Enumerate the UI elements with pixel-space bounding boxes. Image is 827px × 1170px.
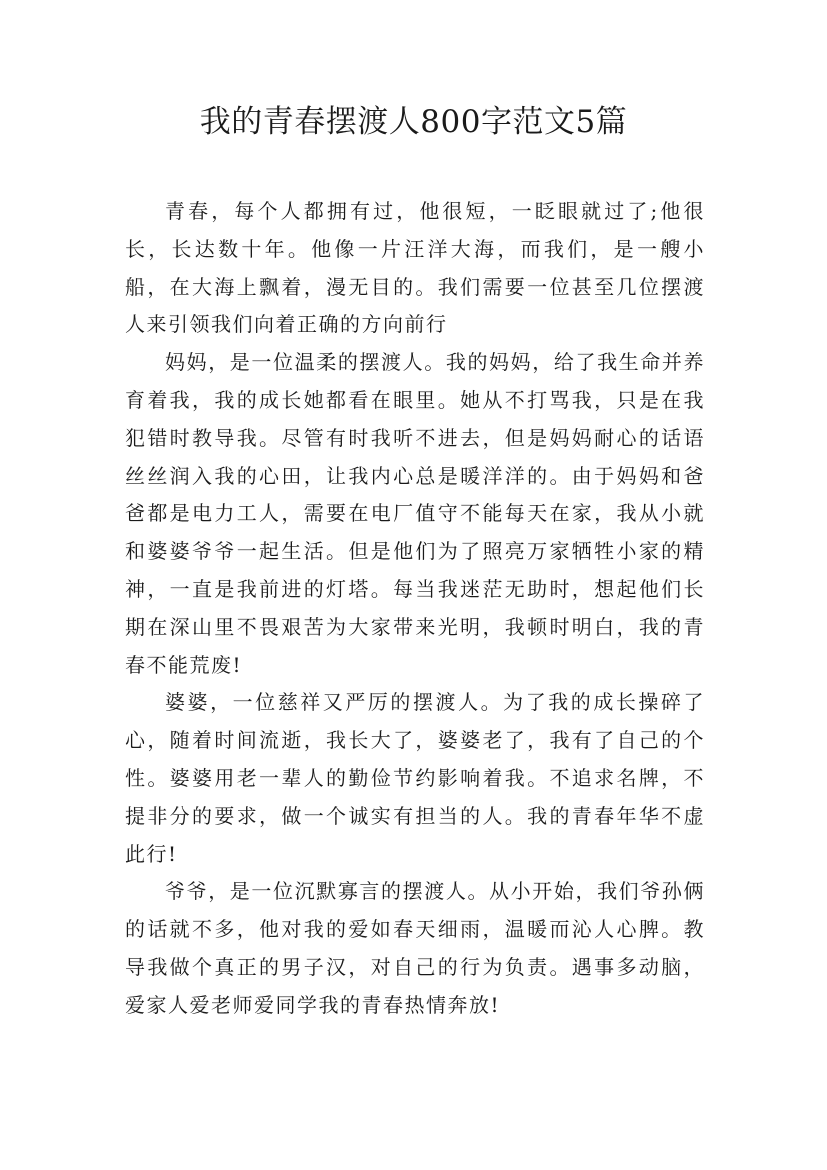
document-body — [125, 193, 705, 1025]
paragraph-youth: 青春，每个人都拥有过，他很短，一眨眼就过了;他很长，长达数十年。他像一片汪洋大海，而我们，是一艘小船，在大海上飘着，漫无目的。我们需要一位甚至几位摆渡人来引领我们向着正确的方向前行 — [125, 199, 705, 337]
paragraph-grandmother: 婆婆，一位慈祥又严厉的摆渡人。为了我的成长操碎了心，随着时间流逝，我长大了，婆婆老了，我有了自己的个性。婆婆用老一辈人的勤俭节约影响着我。不追求名牌，不提非分的要求，做一个诚实有担当的人。我的青春年华不虚此行! — [125, 690, 705, 866]
paragraph-grandfather: 爷爷，是一位沉默寡言的摆渡人。从小开始，我们爷孙俩的话就不多，他对我的爱如春天细雨，温暖而沁人心脾。教导我做个真正的男子汉，对自己的行为负责。遇事多动脑，爱家人爱老师爱同学我的青春热情奔放! — [125, 879, 705, 1017]
document-title: 我的青春摆渡人800字范文5篇 — [199, 104, 628, 140]
paragraph-mother: 妈妈，是一位温柔的摆渡人。我的妈妈，给了我生命并养育着我，我的成长她都看在眼里。她从不打骂我，只是在我犯错时教导我。尽管有时我听不进去，但是妈妈耐心的话语丝丝润入我的心田，让我内心总是暖洋洋的。由于妈妈和爸爸都是电力工人，需要在电厂值守不能每天在家，我从小就和婆婆爷爷一起生活。但是他们为了照亮万家牺牲小家的精神，一直是我前进的灯塔。每当我迷茫无助时，想起他们长期在深山里不畏艰苦为大家带来光明，我顿时明白，我的青春不能荒废! — [125, 350, 705, 677]
